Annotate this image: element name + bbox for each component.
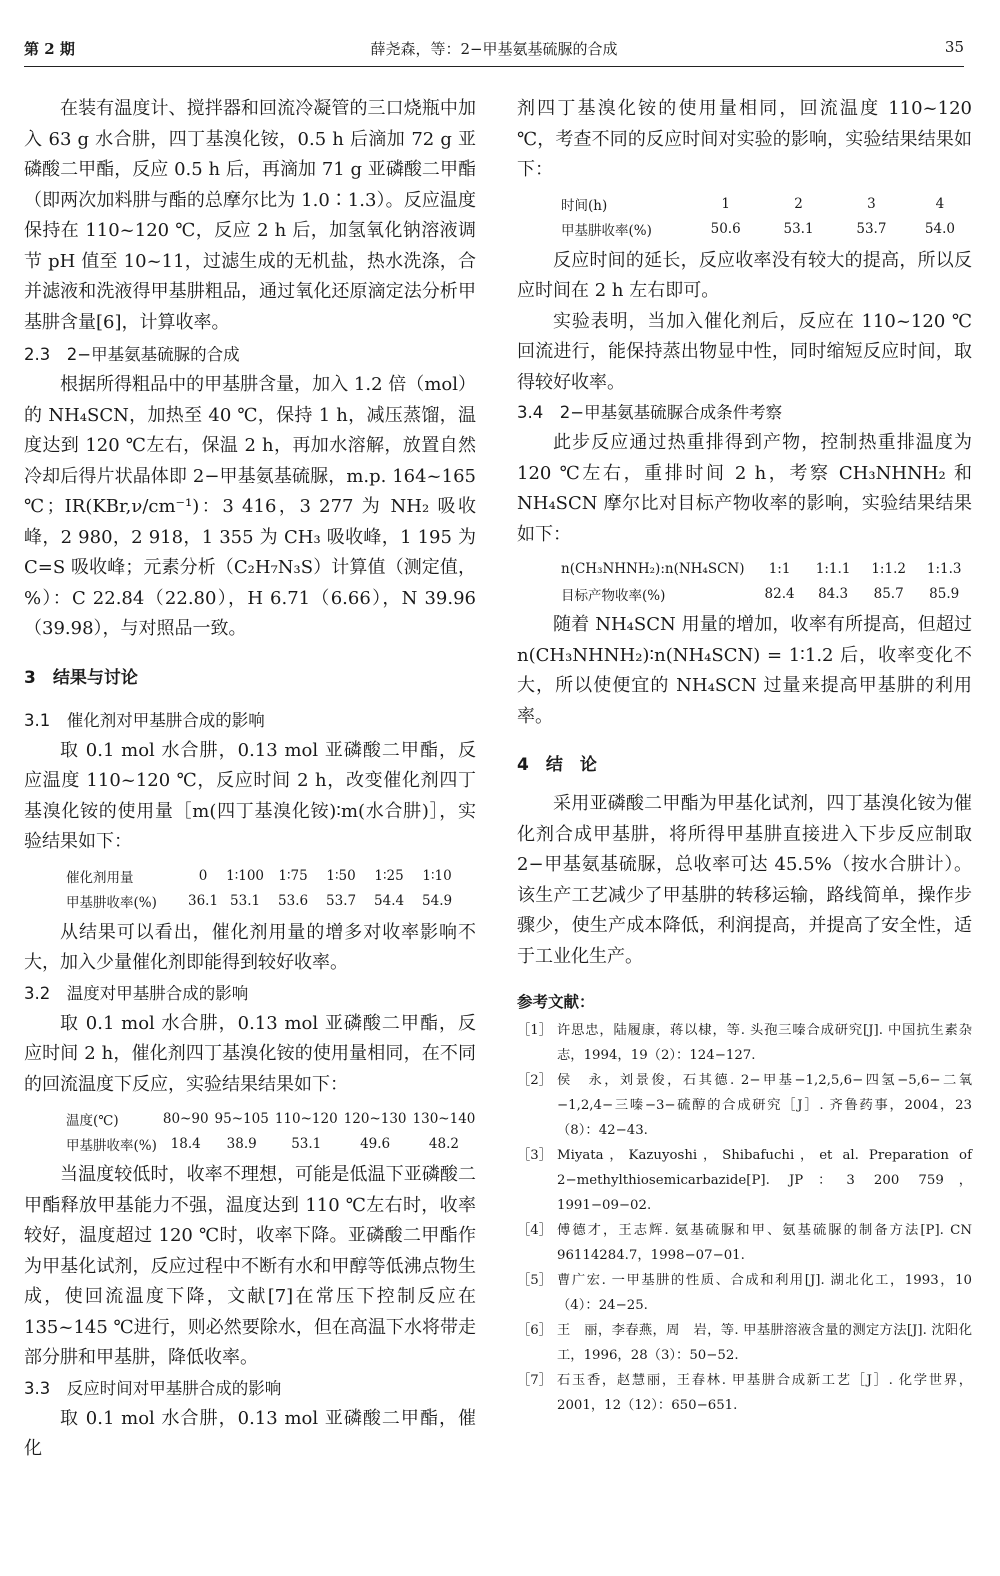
catalyst-table [66,864,461,914]
reference-list [517,1018,972,1418]
paragraph: 采用亚磷酸二甲酯为甲基化试剂，四丁基溴化铵为催化剂合成甲基肼，将所得甲基肼直接进入下步反应制取 2−甲基氨基硫脲，总收率可达 45.5%（按水合肼计）。该生产工艺减少了甲基肼的转移运输，路线简单，操作步骤少，使生产成本降低，利润提高，并提高了安全性，适于工业化生产。 [517,793,972,967]
header-rule [24,66,964,67]
right-column [517,94,972,1418]
table-row: 目标产物收率(%) 82.4 84.3 85.7 85.9 [561,585,960,604]
section-heading-3-3: 3.3 反应时间对甲基肼合成的影响 [24,1378,282,1398]
table-row: 温度(℃) 80~90 95~105 110~120 120~130 130~140 [66,1110,476,1129]
section-heading-2-3: 2.3 2−甲基氨基硫脲的合成 [24,345,240,364]
references-heading: 参考文献： [517,993,595,1011]
reference-item: ［2］ 侯 永，刘景俊，石其德. 2−甲基−1,2,5,6−四氢−5,6−二氧−1,2,4−三嗪−3−硫醇的合成研究［J］. 齐鲁药事，2004，23（8）：42−43. [517,1073,972,1138]
section-heading-3-2: 3.2 温度对甲基肼合成的影响 [24,983,249,1003]
reference-item: ［7］ 石玉香，赵慧丽，王春林. 甲基肼合成新工艺［J］. 化学世界，2001，12（12）：650−651. [517,1373,972,1413]
running-title: 薛尧森，等：2−甲基氨基硫脲的合成 [370,40,618,58]
section-heading-3-1: 3.1 催化剂对甲基肼合成的影响 [24,710,265,730]
paragraph: 随着 NH₄SCN 用量的增加，收率有所提高，但超过 n(CH₃NHNH₂)∶n(NH₄SCN) = 1∶1.2 后，收率变化不大，所以使便宜的 NH₄SCN 过量来提高甲基肼的利用率。 [517,614,972,727]
paragraph: 在装有温度计、搅拌器和回流冷凝管的三口烧瓶中加入 63 g 水合肼，四丁基溴化铵，0.5 h 后滴加 72 g 亚磷酸二甲酯，反应 0.5 h 后，再滴加 71 g 亚磷酸二甲酯（即两次加料肼与酯的总摩尔比为 1.0∶1.3）。反应温度保持在 110~120 ℃，反应 2 h 后，加氢氧化钠溶液调节 pH 值至 10~11，过滤生成的无机盐，热水洗涤，合并滤液和洗液得甲基肼粗品，通过氧化还原滴定法分析甲基肼含量[6]，计算收率。 [24,98,476,333]
section-heading-3-4: 3.4 2−甲基氨基硫脲合成条件考察 [517,403,783,422]
table-row: 催化剂用量 0 1∶100 1∶75 1∶50 1∶25 1∶10 [66,868,452,886]
issue-number: 第 2 期 [24,40,75,58]
page-number: 35 [944,38,964,56]
reference-item: ［1］ 许思忠，陆履康，蒋以棣，等. 头孢三嗪合成研究[J]. 中国抗生素杂志，1994，19（2）：124−127. [517,1023,972,1063]
paragraph: 取 0.1 mol 水合肼，0.13 mol 亚磷酸二甲酯，催化 [24,1407,476,1459]
reference-item: ［6］ 王 丽，李春燕，周 岩，等. 甲基肼溶液含量的测定方法[J]. 沈阳化工，1996，28（3）：50−52. [517,1323,972,1363]
reference-item: ［4］ 傅德才，王志辉. 氨基硫脲和甲、氨基硫脲的制备方法[P]. CN 96114284.7，1998−07−01. [517,1223,972,1263]
paragraph: 从结果可以看出，催化剂用量的增多对收率影响不大，加入少量催化剂即能得到较好收率。 [24,921,476,973]
reference-item: ［5］ 曹广宏. 一甲基肼的性质、合成和利用[J]. 湖北化工，1993，10（4）：24−25. [517,1273,972,1313]
temperature-table [66,1106,478,1156]
paragraph: 取 0.1 mol 水合肼，0.13 mol 亚磷酸二甲酯，反应温度 110~120 ℃，反应时间 2 h，改变催化剂四丁基溴化铵的使用量［m(四丁基溴化铵)∶m(水合肼)］，实验结果如下： [24,739,476,852]
reference-item: ［3］ Miyata，Kazuyoshi，Shibafuchi，et al. Preparation of 2−methylthiosemicarbazide[P]. JP：3 200 759，1991−09−02. [517,1148,972,1213]
paragraph: 根据所得粗品中的甲基肼含量，加入 1.2 倍（mol）的 NH₄SCN，加热至 40 ℃，保持 1 h，减压蒸馏，温度达到 120 ℃左右，保温 2 h，再加水溶解，放置自然冷却后得片状晶体即 2−甲基氨基硫脲，m.p. 164~165 ℃；IR(KBr,ν/cm⁻¹)：3 416，3 277 为 NH₂ 吸收峰，2 980，2 918，1 355 为 CH₃ 吸收峰，1 195 为 C=S 吸收峰；元素分析（C₂H₇N₃S）计算值（测定值，%）：C 22.84（22.80），H 6.71（6.66），N 39.96（39.98），与对照品一致。 [24,374,476,639]
molar-ratio-table [561,556,972,606]
table-row: 甲基肼收率(%) 36.1 53.1 53.6 53.7 54.4 54.9 [66,893,453,911]
section-heading-4: 4 结 论 [517,755,597,775]
paragraph: 反应时间的延长，反应收率没有较大的提高，所以反应时间在 2 h 左右即可。 [517,249,972,301]
paragraph: 此步反应通过热重排得到产物，控制热重排温度为 120 ℃左右，重排时间 2 h，考察 CH₃NHNH₂ 和 NH₄SCN 摩尔比对目标产物收率的影响，实验结果结果如下： [517,432,972,545]
section-heading-3: 3 结果与讨论 [24,667,138,688]
paragraph: 取 0.1 mol 水合肼，0.13 mol 亚磷酸二甲酯，反应时间 2 h，催化剂四丁基溴化铵的使用量相同，在不同的回流温度下反应，实验结果结果如下： [24,1012,476,1095]
table-row: n(CH₃NHNH₂):n(NH₄SCN) 1:1 1:1.1 1:1.2 1:1.3 [561,560,962,577]
paragraph: 当温度较低时，收率不理想，可能是低温下亚磷酸二甲酯释放甲基能力不强，温度达到 110 ℃左右时，收率较好，温度超过 120 ℃时，收率下降。亚磷酸二甲酯作为甲基化试剂，反应过程中不断有水和甲醇等低沸点物生成，使回流温度下降，文献[7]在常压下控制反应在 135~145 ℃进行，则必然要除水，但在高温下水将带走部分肼和甲基肼，降低收率。 [24,1164,476,1368]
table-row: 时间(h) 1 2 3 4 [561,196,945,214]
table-row: 甲基肼收率(%) 50.6 53.1 53.7 54.0 [561,221,955,239]
paragraph: 剂四丁基溴化铵的使用量相同，回流温度 110~120 ℃，考查不同的反应时间对实验的影响，实验结果结果如下： [517,98,972,180]
left-column [24,94,476,1465]
paragraph: 实验表明，当加入催化剂后，反应在 110~120 ℃回流进行，能保持蒸出物显中性，同时缩短反应时间，取得较好收率。 [517,310,972,393]
running-header [24,38,964,72]
time-table [561,192,972,242]
table-row: 甲基肼收率(%) 18.4 38.9 53.1 49.6 48.2 [66,1135,459,1154]
